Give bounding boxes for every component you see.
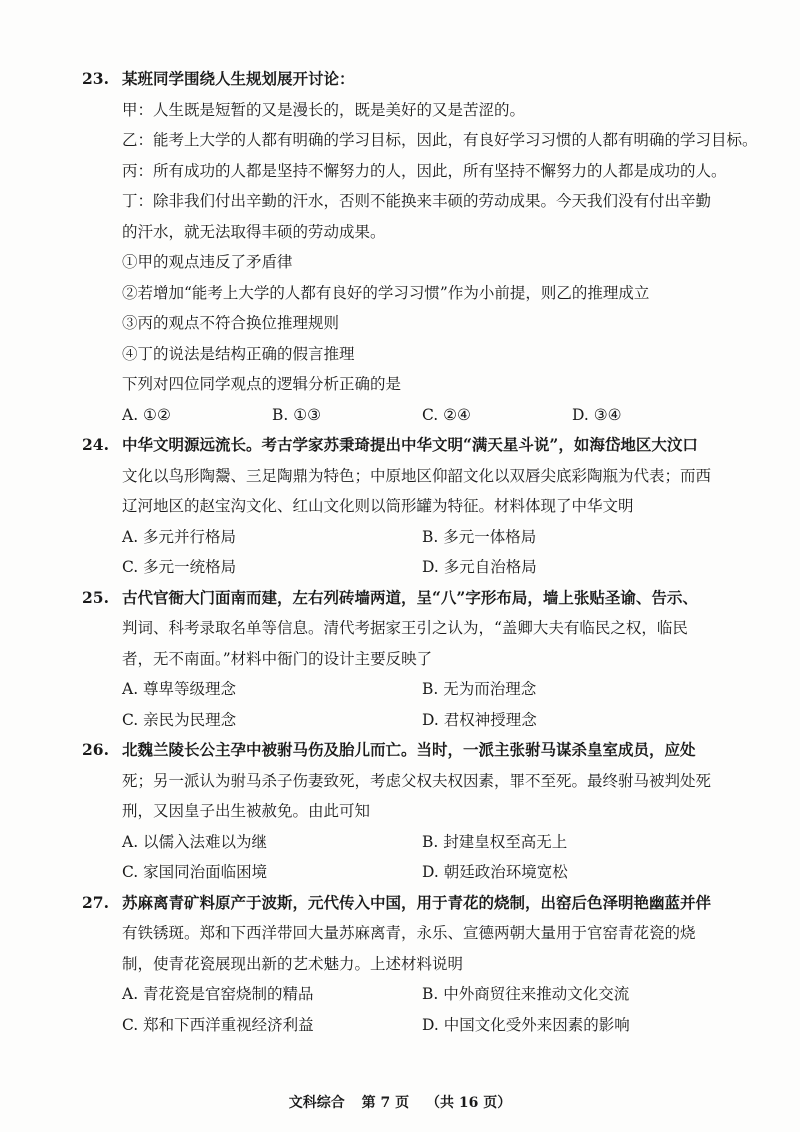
statement-bing: 丙：所有成功的人都是坚持不懈努力的人，因此，所有坚持不懈努力的人都是成功的人。 — [122, 161, 727, 180]
answer-options-row-2 — [82, 1010, 722, 1041]
claim-3: ③丙的观点不符合换位推理规则 — [122, 314, 340, 332]
option-c: C. 家国同治面临困境 — [122, 863, 268, 881]
question-text: 辽河地区的赵宝沟文化、红山文化则以筒形罐为特征。材料体现了中华文明 — [122, 497, 634, 515]
answer-options-row-2 — [82, 705, 722, 736]
option-d: D. 朝廷政治环境宽松 — [422, 863, 568, 881]
option-c: C. 多元一统格局 — [122, 558, 237, 576]
statement-ding: 丁：除非我们付出辛勤的汗水，否则不能换来丰硕的劳动成果。今天我们没有付出辛勤 — [122, 192, 712, 210]
question-number: 24. — [82, 435, 109, 454]
option-c: C. 郑和下西洋重视经济利益 — [122, 1015, 314, 1034]
statement-yi: 乙：能考上大学的人都有明确的学习目标，因此，有良好学习习惯的人都有明确的学习目标。 — [122, 131, 758, 149]
option-b: B. 无为而治理念 — [422, 680, 537, 698]
question-text: 制，使青花瓷展现出新的艺术魅力。上述材料说明 — [122, 954, 464, 973]
statement-jia: 甲：人生既是短暂的又是漫长的，既是美好的又是苦涩的。 — [122, 100, 526, 119]
question-25 — [82, 583, 722, 736]
answer-options-row-1 — [82, 979, 722, 1010]
question-number: 26. — [82, 740, 109, 759]
question-text: 文化以鸟形陶鬶、三足陶鼎为特色；中原地区仰韶文化以双唇尖底彩陶瓶为代表；而西 — [122, 466, 712, 485]
option-c: C. 亲民为民理念 — [122, 710, 237, 729]
question-stem: 23. 某班同学围绕人生规划展开讨论： — [82, 64, 722, 95]
option-c: C. ②④ — [422, 405, 471, 424]
question-stem: 26. 北魏兰陵长公主孕中被驸马伤及胎儿而亡。当时，一派主张驸马谋杀皇室成员，应处 — [82, 735, 722, 766]
question-text: 有铁锈斑。郑和下西洋带回大量苏麻离青，永乐、宣德两朝大量用于官窑青花瓷的烧 — [122, 924, 696, 942]
answer-options — [82, 400, 722, 431]
option-b: B. 封建皇权至高无上 — [422, 832, 568, 851]
answer-options-row-2 — [82, 857, 722, 888]
option-a: A. 多元并行格局 — [122, 527, 237, 546]
question-text: 判词、科考录取名单等信息。清代考据家王引之认为，“盖卿大夫有临民之权，临民 — [122, 619, 688, 637]
option-b: B. ①③ — [272, 405, 322, 424]
option-b: B. 中外商贸往来推动文化交流 — [422, 985, 630, 1003]
footer-page-number: 第 7 页 — [361, 1095, 410, 1111]
question-number: 27. — [82, 892, 109, 912]
claim-1: ①甲的观点违反了矛盾律 — [122, 253, 293, 271]
option-b: B. 多元一体格局 — [422, 527, 537, 546]
question-23 — [82, 64, 758, 430]
question-text: 刑，又因皇子出生被赦免。由此可知 — [122, 802, 371, 820]
option-a: A. 以儒入法难以为继 — [122, 832, 268, 851]
claim-4: ④丁的说法是结构正确的假言推理 — [122, 344, 355, 363]
option-d: D. 君权神授理念 — [422, 710, 537, 729]
option-d: D. ③④ — [572, 405, 622, 424]
question-list — [82, 64, 758, 1040]
answer-options-row-2 — [82, 552, 722, 583]
option-a: A. 尊卑等级理念 — [122, 680, 237, 698]
question-27 — [82, 888, 722, 1041]
answer-options-row-1 — [82, 827, 722, 858]
option-d: D. 多元自治格局 — [422, 558, 537, 576]
question-text: 者，无不南面。”材料中衙门的设计主要反映了 — [122, 649, 433, 668]
question-stem: 25. 古代官衙大门面南而建，左右列砖墙两道，呈“八”字形布局，墙上张贴圣谕、告示、 — [82, 583, 722, 614]
page-footer — [0, 1092, 800, 1112]
claim-2: ②若增加“能考上大学的人都有良好的学习习惯”作为小前提，则乙的推理成立 — [122, 283, 650, 302]
question-number: 25. — [82, 587, 109, 607]
answer-options-row-1 — [82, 522, 722, 553]
option-a: A. ①② — [122, 405, 171, 424]
footer-total-pages: （共 16 页） — [426, 1095, 512, 1111]
footer-subject: 文科综合 — [288, 1095, 345, 1111]
question-prompt: 下列对四位同学观点的逻辑分析正确的是 — [122, 375, 402, 393]
statement-ding-cont: 的汗水，就无法取得丰硕的劳动成果。 — [122, 222, 386, 241]
option-a: A. 青花瓷是官窑烧制的精品 — [122, 985, 314, 1003]
option-d: D. 中国文化受外来因素的影响 — [422, 1015, 630, 1034]
question-text: 死；另一派认为驸马杀子伤妻致死，考虑父权夫权因素，罪不至死。最终驸马被判处死 — [122, 771, 712, 790]
question-stem: 24. 中华文明源远流长。考古学家苏秉琦提出中华文明“满天星斗说”，如海岱地区大汶口 — [82, 430, 722, 461]
question-number: 23. — [82, 69, 109, 88]
question-24 — [82, 430, 722, 583]
question-stem: 27. 苏麻离青矿料原产于波斯，元代传入中国，用于青花的烧制，出窑后色泽明艳幽蓝并伴 — [82, 888, 722, 919]
question-26 — [82, 735, 722, 888]
answer-options-row-1 — [82, 674, 722, 705]
